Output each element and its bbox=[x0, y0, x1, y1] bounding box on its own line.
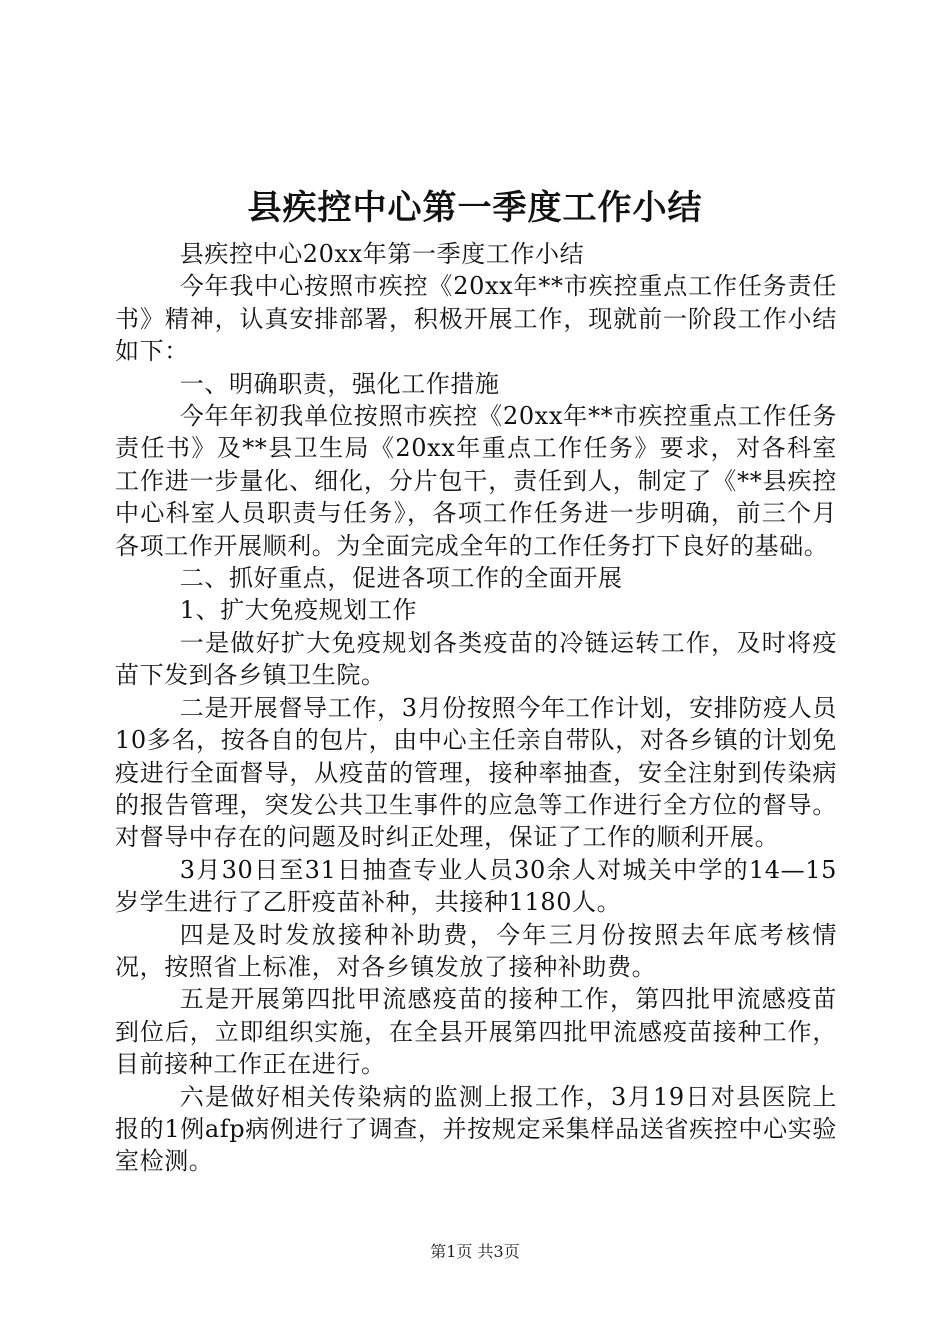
paragraph: 今年年初我单位按照市疾控《20xx年**市疾控重点工作任务责任书》及**县卫生局《20xx年重点工作任务》要求，对各科室工作进一步量化、细化，分片包干，责任到人，制定了《**县疾控中心科室人员职责与任务》，各项工作任务进一步明确，前三个月各项工作开展顺利。为全面完成全年的工作任务打下良好的基础。 bbox=[115, 402, 837, 560]
paragraph-subtitle: 县疾控中心20xx年第一季度工作小结 bbox=[179, 240, 585, 268]
document-body bbox=[115, 238, 837, 1178]
section-heading-2: 二、抓好重点，促进各项工作的全面开展 bbox=[179, 564, 623, 593]
paragraph: 3月30日至31日抽查专业人员30余人对城关中学的14—15岁学生进行了乙肝疫苗补种，共接种1180人。 bbox=[115, 855, 837, 917]
subsection-heading: 1、扩大免疫规划工作 bbox=[179, 596, 418, 625]
section-heading-1: 一、明确职责，强化工作措施 bbox=[179, 369, 500, 398]
paragraph: 五是开展第四批甲流感疫苗的接种工作，第四批甲流感疫苗到位后，立即组织实施，在全县开展第四批甲流感疫苗接种工作，目前接种工作正在进行。 bbox=[115, 985, 837, 1079]
paragraph: 一是做好扩大免疫规划各类疫苗的冷链运转工作，及时将疫苗下发到各乡镇卫生院。 bbox=[115, 628, 837, 690]
paragraph-intro: 今年我中心按照市疾控《20xx年**市疾控重点工作任务责任书》精神，认真安排部署，积极开展工作，现就前一阶段工作小结如下： bbox=[115, 272, 837, 366]
paragraph: 四是及时发放接种补助费，今年三月份按照去年底考核情况，按照省上标准，对各乡镇发放了接种补助费。 bbox=[115, 920, 837, 981]
paragraph: 二是开展督导工作，3月份按照今年工作计划，安排防疫人员10多名，按各自的包片，由中心主任亲自带队，对各乡镇的计划免疫进行全面督导，从疫苗的管理，接种率抽查，安全注射到传染病的报告管理，突发公共卫生事件的应急等工作进行全方位的督导。对督导中存在的问题及时纠正处理，保证了工作的顺利开展。 bbox=[115, 693, 837, 852]
paragraph: 六是做好相关传染病的监测上报工作，3月19日对县医院上报的1例afp病例进行了调查，并按规定采集样品送省疾控中心实验室检测。 bbox=[115, 1082, 837, 1176]
page-title: 县疾控中心第一季度工作小结 bbox=[247, 188, 703, 228]
page-indicator: 第1页 共3页 bbox=[430, 1242, 520, 1261]
page-footer bbox=[0, 1241, 950, 1263]
